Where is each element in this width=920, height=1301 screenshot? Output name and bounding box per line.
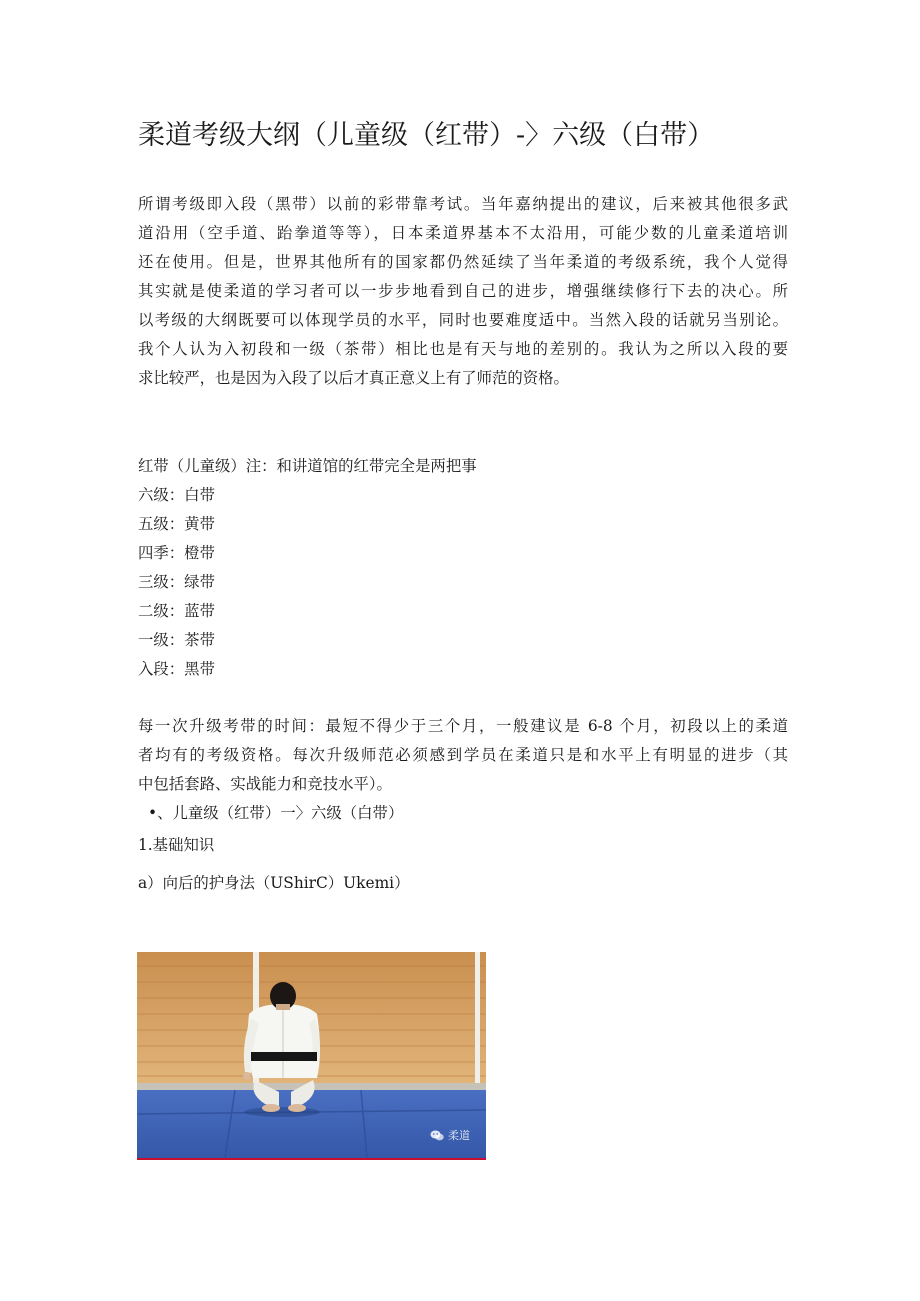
judo-photo bbox=[137, 952, 486, 1160]
belt-item: 五级：黄带 bbox=[138, 515, 215, 533]
section-heading: 1.基础知识 bbox=[138, 836, 215, 854]
belt-item: 一级：茶带 bbox=[138, 631, 215, 649]
belt-item: 三级：绿带 bbox=[138, 573, 215, 591]
intro-line: 求比较严，也是因为入段了以后才真正意义上有了师范的资格。 bbox=[138, 369, 569, 387]
photo-watermark: 柔道 bbox=[448, 1129, 470, 1142]
judo-photo-illustration bbox=[137, 952, 486, 1158]
belt-item: 入段：黑带 bbox=[138, 660, 215, 678]
timing-line: 者均有的考级资格。每次升级师范必须感到学员在柔道只是和水平上有明显的进步（其 bbox=[138, 746, 788, 764]
document-title: 柔道考级大纲（儿童级（红带）-〉六级（白带） bbox=[138, 120, 715, 151]
intro-line: 以考级的大纲既要可以体现学员的水平，同时也要难度适中。当然入段的话就另当别论。 bbox=[138, 311, 788, 329]
intro-line: 所谓考级即入段（黑带）以前的彩带靠考试。当年嘉纳提出的建议，后来被其他很多武 bbox=[138, 195, 788, 213]
belt-item: 二级：蓝带 bbox=[138, 602, 215, 620]
timing-paragraph bbox=[138, 712, 788, 799]
timing-line: 每一次升级考带的时间：最短不得少于三个月，一般建议是 6-8 个月，初段以上的柔道 bbox=[138, 717, 788, 735]
belt-item: 四季：橙带 bbox=[138, 544, 215, 562]
intro-line: 其实就是使柔道的学习者可以一步步地看到自己的进步，增强继续修行下去的决心。所 bbox=[138, 282, 788, 300]
intro-line: 还在使用。但是，世界其他所有的国家都仍然延续了当年柔道的考级系统，我个人觉得 bbox=[138, 253, 788, 271]
belt-note: 红带（儿童级）注：和讲道馆的红带完全是两把事 bbox=[138, 457, 477, 475]
bullet-heading: •、儿童级（红带）一〉六级（白带） bbox=[148, 804, 404, 822]
intro-line: 我个人认为入初段和一级（茶带）相比也是有天与地的差别的。我认为之所以入段的要 bbox=[138, 340, 788, 358]
intro-line: 道沿用（空手道、跆拳道等等），日本柔道界基本不太沿用，可能少数的儿童柔道培训 bbox=[138, 224, 788, 242]
intro-paragraph bbox=[138, 190, 788, 393]
belt-item: 六级：白带 bbox=[138, 486, 215, 504]
belt-list bbox=[138, 452, 788, 684]
sub-heading: a）向后的护身法（UShirC）Ukemi） bbox=[138, 874, 410, 892]
wechat-icon bbox=[430, 1130, 444, 1141]
timing-line: 中包括套路、实战能力和竞技水平）。 bbox=[138, 775, 392, 793]
